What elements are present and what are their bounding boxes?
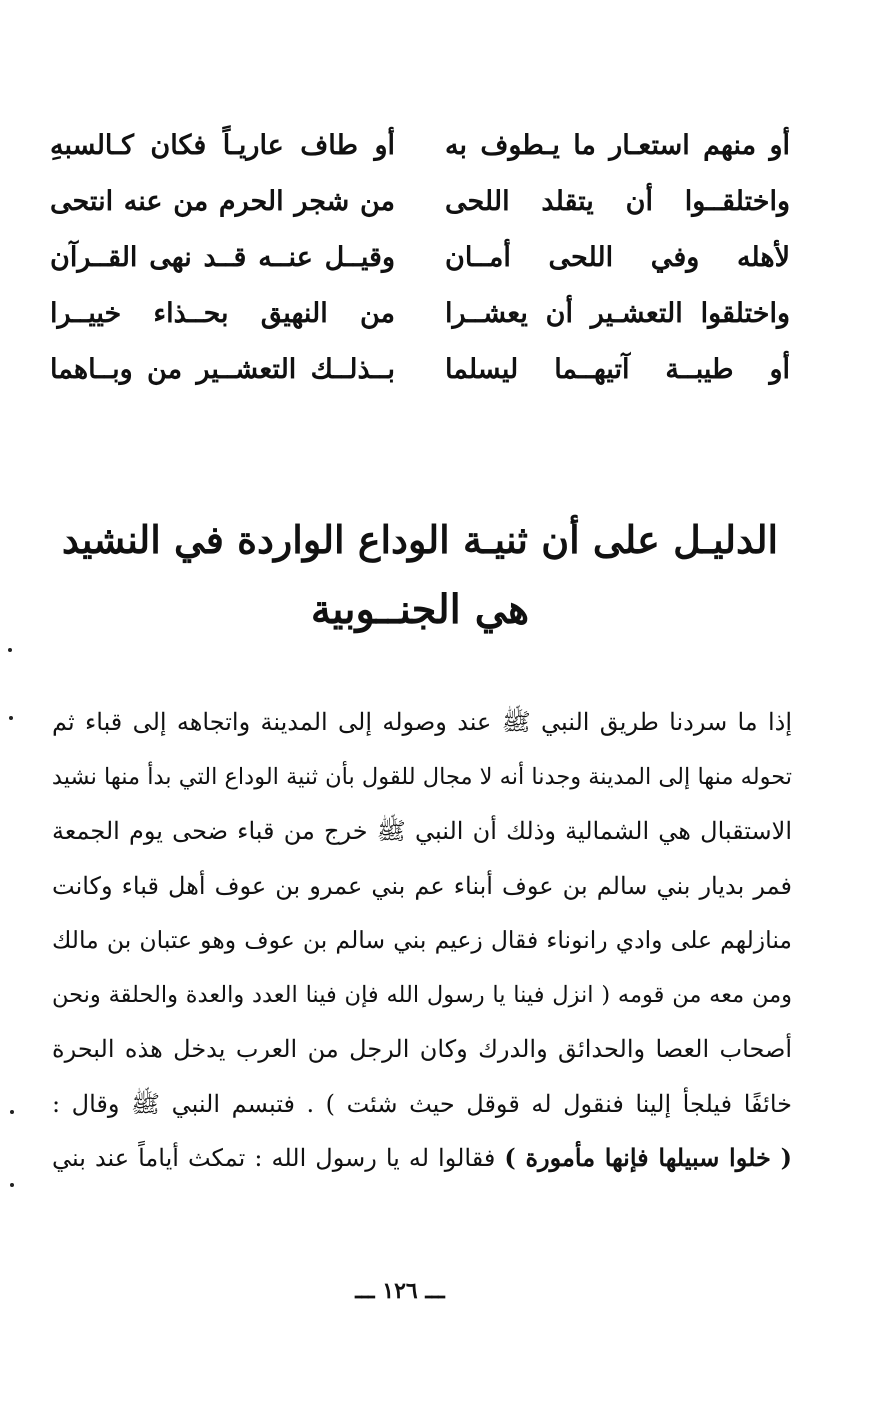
body-line-5: منازلهم على وادي رانوناء فقال زعيم بني سالم بن عوف وهو عتبان بن مالك (52, 926, 792, 954)
verse-1 (50, 118, 790, 174)
section-heading-line-2: هي الجنــوبية (310, 586, 530, 633)
body-line-9 (52, 1131, 792, 1186)
body-line-3: الاستقبال هي الشمالية وذلك أن النبي ﷺ خرج من قباء ضحى يوم الجمعة (52, 817, 792, 845)
verse-2-left-hemistich: من شجر الحرم من عنه انتحى (50, 186, 395, 217)
verse-1-left-hemistich: أو طاف عاريـاً فكان كـالسبهِ (50, 130, 395, 161)
body-line-7: أصحاب العصا والحدائق والدرك وكان الرجل من العرب يدخل هذه البحرة (52, 1035, 792, 1063)
verse-3-right-hemistich: لأهله وفي اللحى أمــان (445, 242, 790, 273)
margin-speck (10, 1110, 14, 1114)
body-line-4: فمر بديار بني سالم بن عوف أبناء عم بني عمرو بن عوف أهل قباء وكانت (52, 871, 792, 900)
hadith-quote: ( خلوا سبيلها فإنها مأمورة ) (504, 1143, 792, 1172)
verse-5-left-hemistich: بــذلــك التعشــير من وبــاهما (50, 354, 395, 385)
verse-5-right-hemistich: أو طيبــة آتيهــما ليسلما (445, 354, 790, 385)
section-heading-line-1: الدليـل على أن ثنيـة الوداع الواردة في النشيد (61, 517, 779, 562)
verse-2 (50, 174, 790, 230)
body-line-8: خائفًا فيلجأ إلينا فنقول له قوقل حيث شئت ) . فتبسم النبي ﷺ وقال : (52, 1089, 792, 1118)
verse-2-right-hemistich: واختلقــوا أن يتقلد اللحى (445, 186, 790, 217)
poem-block (50, 118, 790, 398)
body-line-1: إذا ما سردنا طريق النبي ﷺ عند وصوله إلى المدينة واتجاهه إلى قباء ثم (52, 708, 792, 736)
body-line-6: ومن معه من قومه ( انزل فينا يا رسول الله فإن فينا العدد والعدة والحلقة ونحن (52, 981, 792, 1008)
margin-speck (8, 648, 12, 652)
verse-3 (50, 230, 790, 286)
verse-3-left-hemistich: وقيــل عنــه قــد نهى القــرآن (50, 242, 395, 273)
margin-speck (9, 716, 13, 720)
verse-4-right-hemistich: واختلقوا التعشـير أن يعشــرا (445, 298, 790, 329)
verse-5 (50, 342, 790, 398)
body-paragraph (52, 695, 792, 1186)
margin-speck (10, 1183, 14, 1187)
verse-4-left-hemistich: من النهيق بحــذاء خييــرا (50, 298, 395, 329)
page-number: ـــ ١٢٦ ـــ (355, 1278, 445, 1304)
verse-1-right-hemistich: أو منهم استعـار ما يـطوف به (445, 130, 790, 161)
body-line-2: تحوله منها إلى المدينة وجدنا أنه لا مجال للقول بأن ثنية الوداع التي بدأ منها نشيد (52, 763, 792, 790)
verse-4 (50, 286, 790, 342)
section-heading (60, 505, 780, 645)
body-line-9-rest: فقالوا له يا رسول الله : تمكث أياماً عند بني (52, 1144, 496, 1172)
